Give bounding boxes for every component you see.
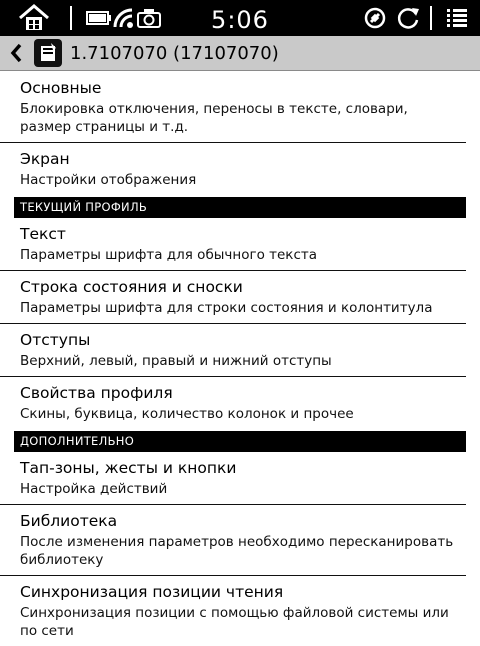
status-divider [70,6,72,30]
menu-icon[interactable] [444,0,470,36]
setting-subtitle: Параметры шрифта для строки состояния и колонтитула [20,300,433,316]
setting-subtitle: Верхний, левый, правый и нижний отступы [20,353,332,369]
settings-list [0,72,480,640]
section-header-extra: ДОПОЛНИТЕЛЬНО [14,431,466,452]
app-bar [0,36,480,71]
setting-title: Текст [20,225,66,243]
home-icon[interactable] [14,0,54,36]
section-header-profile: ТЕКУЩИЙ ПРОФИЛЬ [14,197,466,218]
setting-title: Отступы [20,331,91,349]
setting-basic[interactable] [0,72,466,143]
setting-title: Тап-зоны, жесты и кнопки [20,459,237,477]
setting-subtitle: Скины, буквица, количество колонок и прочее [20,406,354,422]
app-bar-title: 1.7107070 (17107070) [70,42,279,64]
setting-title: Экран [20,150,70,168]
battery-icon [86,0,112,36]
book-app-icon[interactable] [34,39,62,67]
setting-screen[interactable] [0,143,466,195]
setting-subtitle: Параметры шрифта для обычного текста [20,247,318,263]
setting-sync[interactable] [0,576,466,646]
refresh-icon[interactable] [394,0,422,36]
setting-title: Основные [20,79,102,97]
setting-title: Библиотека [20,512,118,530]
setting-statusline[interactable] [0,271,466,324]
setting-library[interactable] [0,505,466,576]
wifi-icon [112,0,136,36]
status-bar [0,0,480,36]
clock: 5:06 [211,6,269,34]
setting-subtitle: Синхронизация позиции с помощью файловой системы или по сети [20,605,449,639]
rotate-icon[interactable] [362,0,388,36]
setting-subtitle: Блокировка отключения, переносы в тексте, словари, размер страницы и т.д. [20,101,408,135]
setting-subtitle: Настройки отображения [20,172,197,188]
setting-subtitle: После изменения параметров необходимо пересканировать библиотеку [20,534,454,568]
setting-profile-properties[interactable] [0,377,466,429]
status-divider [430,6,432,30]
setting-title: Свойства профиля [20,384,173,402]
chevron-left-icon[interactable] [8,42,24,64]
camera-icon [136,0,162,36]
setting-title: Синхронизация позиции чтения [20,583,284,601]
setting-title: Строка состояния и сноски [20,278,243,296]
setting-subtitle: Настройка действий [20,481,168,497]
setting-margins[interactable] [0,324,466,377]
setting-tapzones[interactable] [0,452,466,505]
setting-text[interactable] [0,218,466,271]
